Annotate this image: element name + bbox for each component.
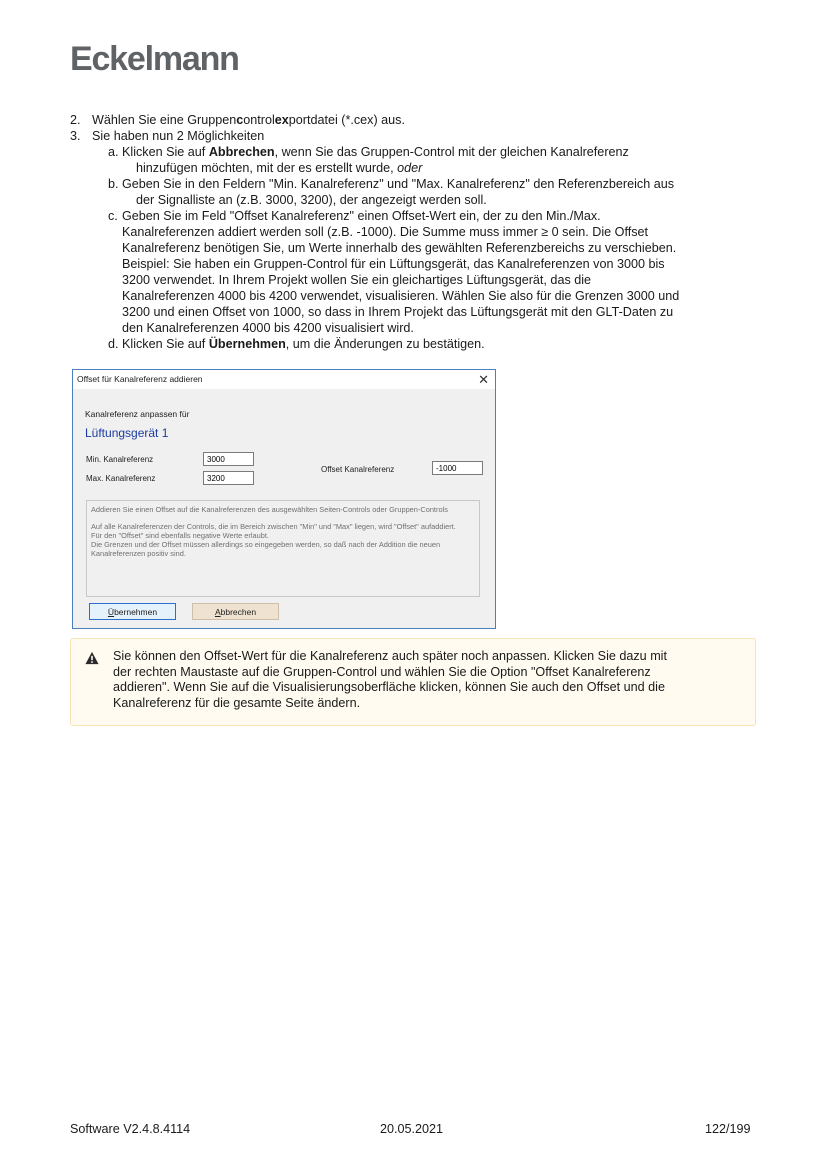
step-3 (70, 128, 760, 144)
info-box (86, 500, 480, 597)
offset-label: Offset Kanalreferenz (321, 465, 395, 474)
note-line: Sie können den Offset-Wert für die Kanalreferenz auch später noch anpassen. Klicken Sie dazu mit (113, 649, 667, 663)
option-text: der Signalliste an (z.B. 3000, 3200), der angezeigt werden soll. (136, 193, 487, 207)
option-text: hinzufügen möchten, mit der es erstellt wurde, (136, 161, 398, 175)
note-line: addieren". Wenn Sie auf die Visualisierungsoberfläche klicken, können Sie auch den Offset und die (113, 680, 665, 695)
offset-dialog (72, 369, 496, 629)
option-text-bold: Übernehmen (208, 337, 286, 351)
option-text: 3200 und einen Offset von 1000, so dass in Ihrem Projekt das Lüftungsgerät mit den GLT-Daten zu (122, 305, 674, 319)
step-text-bold: c (236, 113, 244, 127)
option-text: , wenn Sie das Gruppen-Control mit der gleichen Kanalreferenz (274, 145, 629, 159)
abbrechen-button[interactable] (192, 603, 279, 620)
button-mnemonic: A (214, 606, 221, 617)
option-letter: d. (108, 337, 119, 351)
min-label: Min. Kanalreferenz (86, 455, 154, 464)
note-box (70, 638, 756, 726)
option-text: Kanalreferenzen addiert werden soll (z.B. -1000). Die Summe muss immer ≥ 0 sein. Die Offset (122, 225, 649, 239)
footer-page: 122/199 (705, 1122, 751, 1136)
option-text: Geben Sie im Feld "Offset Kanalreferenz" einen Offset-Wert ein, der zu den Min./Max. (122, 209, 601, 223)
option-letter: c. (108, 209, 118, 223)
option-letter: b. (108, 177, 119, 191)
max-label: Max. Kanalreferenz (86, 474, 156, 483)
note-line: Kanalreferenz für die gesamte Seite ändern. (113, 695, 361, 710)
footer-date: 20.05.2021 (380, 1122, 444, 1136)
info-text: Für den "Offset" sind ebenfalls negative Werte erlaubt. (91, 531, 269, 540)
button-mnemonic: Ü (107, 606, 115, 617)
warning-icon (85, 651, 99, 665)
step-text: portdatei (*.cex) aus. (288, 113, 405, 127)
min-kanalreferenz-input[interactable] (203, 452, 254, 466)
option-c (70, 208, 760, 336)
option-text: den Kanalreferenzen 4000 bis 4200 visualisiert wird. (122, 321, 414, 335)
company-logo: Eckelmann (70, 40, 239, 78)
step-number: 2. (70, 113, 81, 127)
option-text-italic: oder (397, 161, 423, 175)
max-kanalreferenz-input[interactable] (203, 471, 254, 485)
option-text: Kanalreferenzen 4000 bis 4200 verwendet, visualisieren. Wählen Sie also für die Grenzen 3000 und (122, 289, 680, 303)
instructions (70, 112, 760, 352)
option-letter: a. (108, 145, 119, 159)
option-text: 3200 verwendet. In Ihrem Projekt wollen Sie ein gleichartiges Lüftungsgerät, das die (122, 273, 592, 287)
step-2 (70, 112, 760, 128)
option-text-bold: Abbrechen (208, 145, 275, 159)
option-text: Klicken Sie auf (122, 145, 209, 159)
info-text: Addieren Sie einen Offset auf die Kanalreferenzen des ausgewählten Seiten-Controls oder Gruppen-Controls (91, 505, 448, 514)
device-name: Lüftungsgerät 1 (85, 426, 169, 440)
button-label: bbrechen (220, 606, 257, 617)
option-b (70, 176, 760, 208)
option-text: Klicken Sie auf (122, 337, 209, 351)
footer-version: Software V2.4.8.4114 (70, 1122, 191, 1136)
offset-kanalreferenz-input[interactable] (432, 461, 483, 475)
note-line: der rechten Maustaste auf die Gruppen-Control und wählen Sie die Option "Offset Kanalreferenz (113, 664, 651, 679)
option-text: Geben Sie in den Feldern "Min. Kanalreferenz" und "Max. Kanalreferenz" den Referenzbereich aus (122, 177, 675, 191)
option-text: , um die Änderungen zu bestätigen. (285, 337, 485, 351)
step-number: 3. (70, 129, 81, 143)
option-d (70, 336, 760, 352)
step-text-bold: ex (274, 113, 289, 127)
option-text: Kanalreferenz benötigen Sie, um Werte innerhalb des gewählten Referenzbereichs zu verschieben. (122, 241, 677, 255)
option-text: Beispiel: Sie haben ein Gruppen-Control für ein Lüftungsgerät, das Kanalreferenzen von 3000 bis (122, 257, 665, 271)
step-text: Wählen Sie eine Gruppen (92, 113, 237, 127)
section-label: Kanalreferenz anpassen für (85, 409, 190, 419)
note-text (113, 649, 743, 711)
step-text: Sie haben nun 2 Möglichkeiten (92, 129, 265, 143)
dialog-title: Offset für Kanalreferenz addieren (77, 374, 203, 384)
option-a (70, 144, 760, 176)
dialog-body (73, 389, 495, 628)
button-label: bernehmen (114, 606, 158, 617)
info-text: Auf alle Kanalreferenzen der Controls, die im Bereich zwischen "Min" und "Max" liegen, wird "Offset" aufaddiert. (91, 522, 456, 531)
step-text: ontrol (243, 113, 275, 127)
close-icon[interactable]: ✕ (478, 372, 489, 387)
info-text: Die Grenzen und der Offset müssen allerdings so eingegeben werden, so daß nach der Addition die neuen Kanalreferenzen positiv sind. (91, 540, 441, 558)
uebernehmen-button[interactable] (89, 603, 176, 620)
